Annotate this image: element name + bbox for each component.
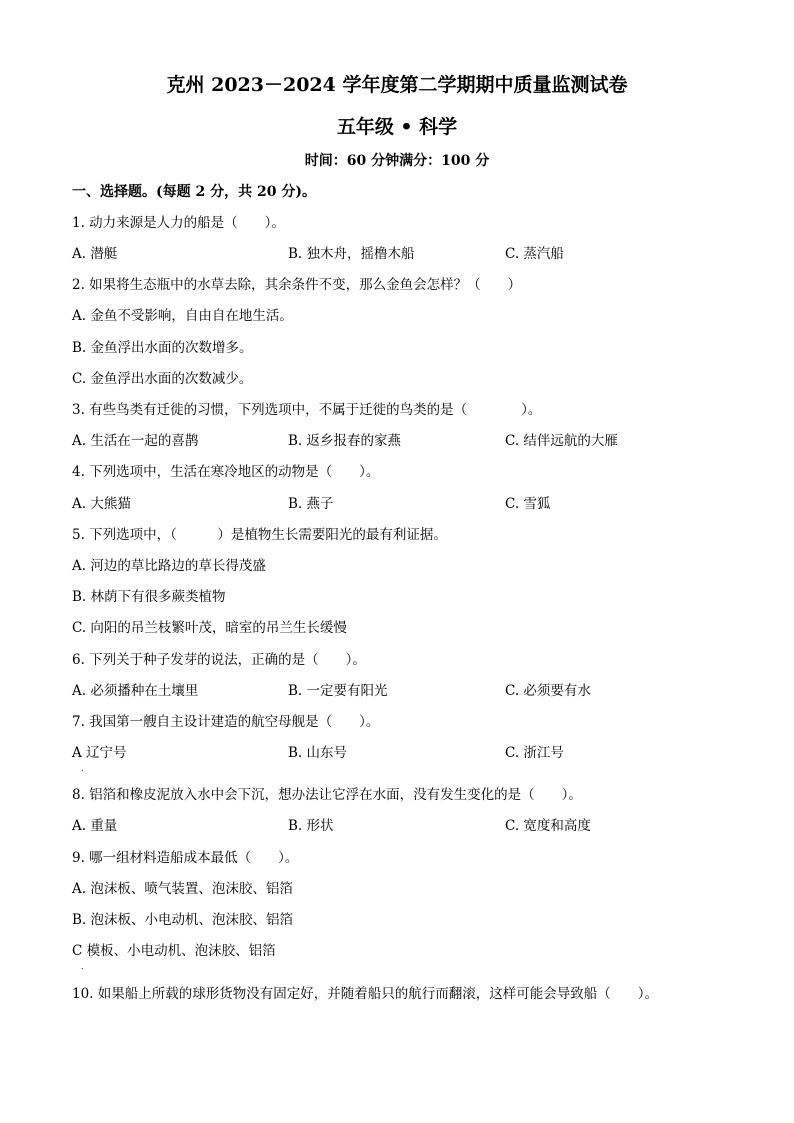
question-9-stem: 9. 哪一组材料造船成本最低（ ）。 <box>72 850 299 866</box>
question-1-option-a: A. 潜艇 <box>72 246 118 262</box>
question-8-option-a: A. 重量 <box>72 818 118 834</box>
question-6-option-c: C. 必须要有水 <box>505 683 591 699</box>
scan-dot: . <box>81 764 84 773</box>
question-4-option-b: B. 燕子 <box>288 496 334 512</box>
question-9-option-c: C 模板、小电动机、泡沫胶、铝箔 <box>72 943 276 959</box>
question-1-stem: 1. 动力来源是人力的船是（ ）。 <box>72 215 285 231</box>
question-10-stem: 10. 如果船上所载的球形货物没有固定好，并随着船只的航行而翻滚，这样可能会导致船（ ）。 <box>72 986 659 1002</box>
question-2-option-b: B. 金鱼浮出水面的次数增多。 <box>72 340 253 356</box>
question-7-option-c: C. 浙江号 <box>505 745 564 761</box>
question-3-option-c: C. 结伴远航的大雁 <box>505 433 618 449</box>
exam-meta: 时间：60 分钟满分：100 分 <box>304 153 490 169</box>
question-3-option-a: A. 生活在一起的喜鹊 <box>72 433 199 449</box>
scan-dot: . <box>81 962 84 971</box>
question-1-option-b: B. 独木舟，摇橹木船 <box>288 246 415 262</box>
question-4-option-c: C. 雪狐 <box>505 496 551 512</box>
question-2-stem: 2. 如果将生态瓶中的水草去除，其余条件不变，那么金鱼会怎样？（ ） <box>72 277 522 293</box>
question-4-stem: 4. 下列选项中，生活在寒冷地区的动物是（ ）。 <box>72 464 380 480</box>
question-1-option-c: C. 蒸汽船 <box>505 246 564 262</box>
question-6-option-b: B. 一定要有阳光 <box>288 683 388 699</box>
question-3-stem: 3. 有些鸟类有迁徙的习惯，下列选项中，不属于迁徙的鸟类的是（ ）。 <box>72 402 542 418</box>
question-4-option-a: A. 大熊猫 <box>72 496 131 512</box>
question-8-stem: 8. 铝箔和橡皮泥放入水中会下沉，想办法让它浮在水面，没有发生变化的是（ ）。 <box>72 787 582 803</box>
question-5-stem: 5. 下列选项中，（ ）是植物生长需要阳光的最有利证据。 <box>72 527 447 543</box>
question-7-option-a: A 辽宁号 <box>72 745 127 761</box>
question-5-option-a: A. 河边的草比路边的草长得茂盛 <box>72 558 266 574</box>
section-heading: 一、选择题。(每题 2 分，共 20 分)。 <box>72 184 316 200</box>
exam-title: 克州 2023－2024 学年度第二学期期中质量监测试卷 <box>166 74 628 96</box>
question-5-option-b: B. 林荫下有很多蕨类植物 <box>72 589 226 605</box>
exam-subtitle: 五年级 • 科学 <box>336 116 458 138</box>
question-7-option-b: B. 山东号 <box>288 745 348 761</box>
question-3-option-b: B. 返乡报春的家燕 <box>288 433 402 449</box>
question-7-stem: 7. 我国第一艘自主设计建造的航空母舰是（ ）。 <box>72 714 380 730</box>
question-8-option-c: C. 宽度和高度 <box>505 818 591 834</box>
question-9-option-a: A. 泡沫板、喷气装置、泡沫胶、铝箔 <box>72 881 293 897</box>
question-2-option-c: C. 金鱼浮出水面的次数减少。 <box>72 371 253 387</box>
question-6-stem: 6. 下列关于种子发芽的说法，正确的是（ ）。 <box>72 652 366 668</box>
question-5-option-c: C. 向阳的吊兰枝繁叶茂，暗室的吊兰生长缓慢 <box>72 620 347 636</box>
question-9-option-b: B. 泡沫板、小电动机、泡沫胶、铝箔 <box>72 912 294 928</box>
question-8-option-b: B. 形状 <box>288 818 334 834</box>
question-2-option-a: A. 金鱼不受影响，自由自在地生活。 <box>72 308 293 324</box>
question-6-option-a: A. 必须播种在土壤里 <box>72 683 199 699</box>
